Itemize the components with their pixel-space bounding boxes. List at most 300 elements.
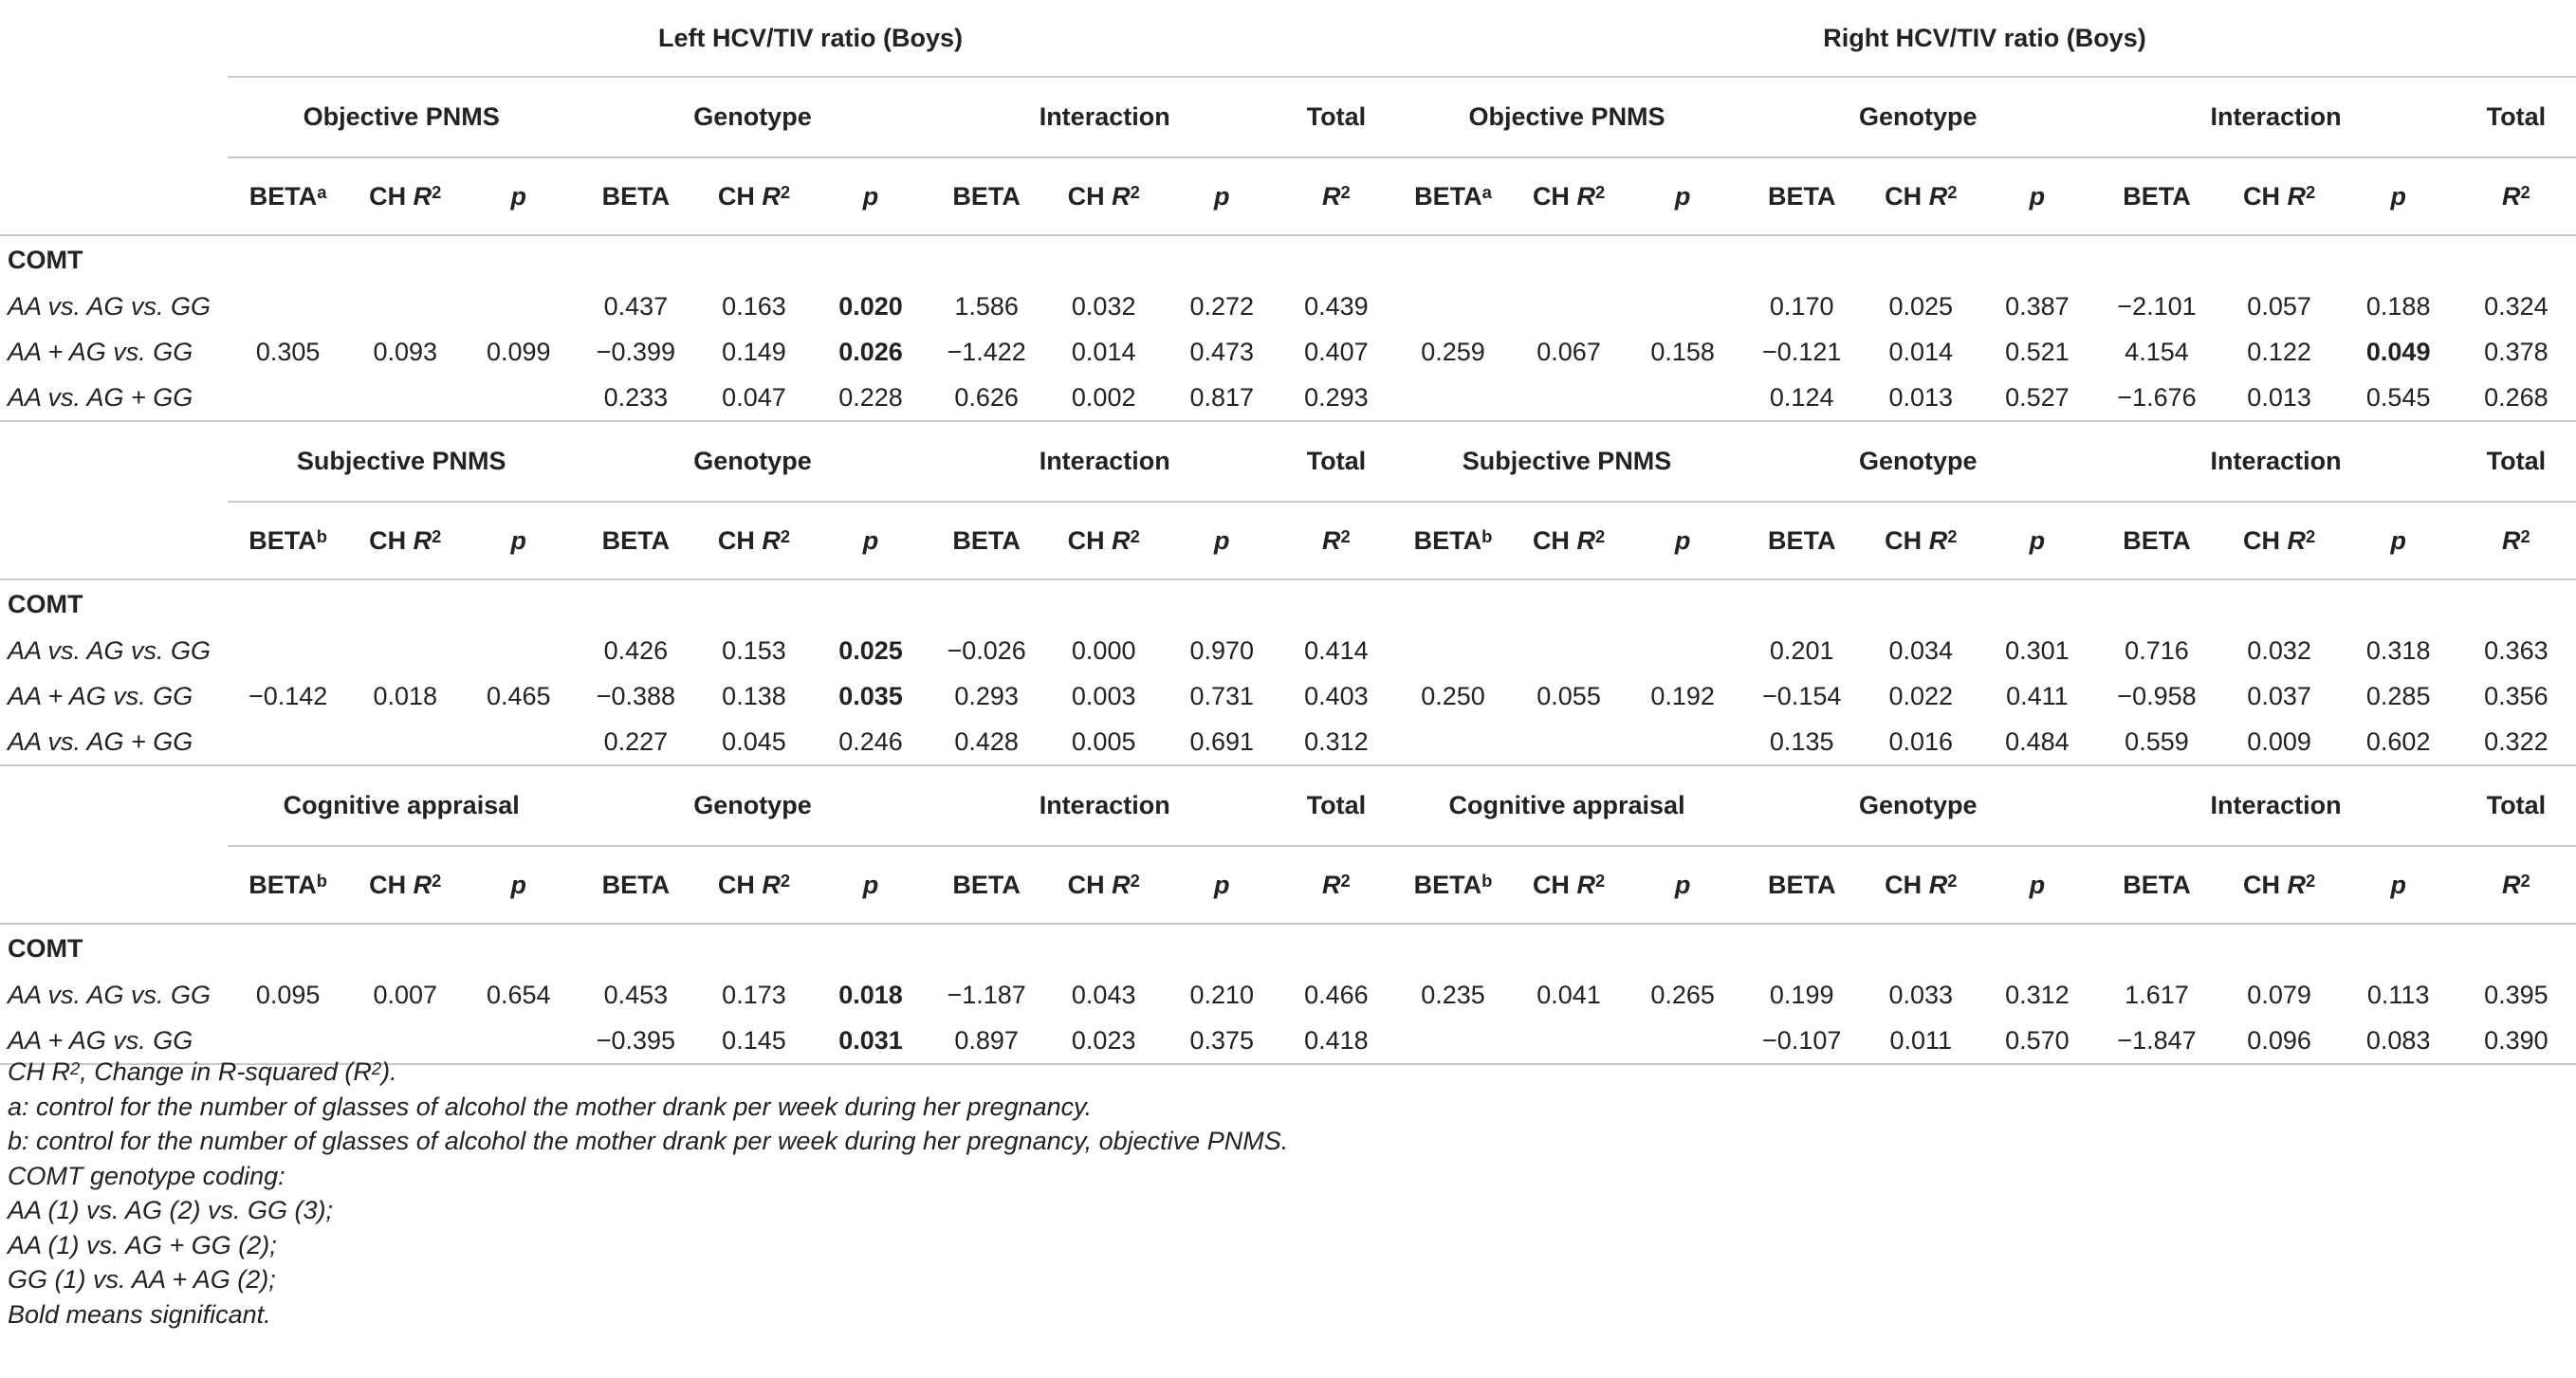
- right-total-header: Total: [2456, 765, 2576, 846]
- left-genotype-chr2-header-part-0: CH: [717, 525, 755, 555]
- right-r2-header: [2456, 846, 2576, 924]
- left-interaction-p-header-part-0: p: [1214, 870, 1230, 899]
- empty-cell: [1863, 235, 1978, 284]
- right-value-cell: 0.356: [2484, 681, 2548, 710]
- right-r2-header-part-1: 2: [2520, 526, 2530, 547]
- left-interaction-p-header: [1165, 157, 1279, 235]
- right-value-cell: 0.170: [1769, 291, 1834, 321]
- left-genotype-beta-header-part-0: BETA: [601, 870, 671, 899]
- empty-cell: [1165, 924, 1279, 972]
- right-chr2-header-part-2: 2: [1594, 182, 1606, 203]
- right-beta-header-part-1: b: [1481, 526, 1493, 547]
- gene-label: COMT: [8, 589, 83, 618]
- empty-cell: [0, 502, 228, 579]
- empty-cell: [348, 924, 462, 972]
- left-interaction-chr2-header-part-1: R: [1112, 181, 1131, 211]
- gene-label: COMT: [8, 933, 83, 963]
- table-row: [0, 375, 2576, 421]
- right-value-cell: 0.545: [2341, 375, 2456, 421]
- right-value-cell: 0.067: [1536, 337, 1601, 366]
- left-predictor-header: Objective PNMS: [228, 77, 575, 157]
- right-value-cell: [1393, 375, 1513, 421]
- left-genotype-beta-header: [575, 846, 696, 924]
- empty-cell: [2341, 924, 2456, 972]
- left-value-cell: 0.000: [1071, 635, 1136, 665]
- left-genotype-header: Genotype: [575, 421, 929, 502]
- left-interaction-chr2-header-part-0: CH: [1067, 525, 1105, 555]
- right-interaction-beta-header-part-0: BETA: [2123, 181, 2191, 211]
- empty-cell: [1165, 235, 1279, 284]
- empty-cell: [1625, 579, 1740, 628]
- left-interaction-header: Interaction: [930, 77, 1279, 157]
- right-beta-header-part-1: b: [1481, 871, 1493, 891]
- left-value-cell: [348, 375, 462, 421]
- left-r2-header-part-1: 2: [1340, 182, 1351, 203]
- empty-cell: [1513, 235, 1625, 284]
- right-interaction-beta-header: [2095, 846, 2217, 924]
- right-value-cell: [1513, 719, 1625, 765]
- right-interaction-chr2-header-part-0: CH: [2242, 870, 2280, 899]
- empty-cell: [2341, 235, 2456, 284]
- right-genotype-beta-header: [1740, 502, 1863, 579]
- empty-cell: [0, 421, 228, 502]
- left-value-cell: 0.138: [722, 681, 786, 710]
- right-beta-header-part-1: a: [1481, 182, 1492, 203]
- left-value-cell: 0.095: [255, 980, 321, 1009]
- left-value-cell: 0.437: [603, 291, 669, 321]
- footnote-bold-note: Bold means significant.: [8, 1299, 271, 1329]
- right-r2-header: [2456, 502, 2576, 579]
- right-r2-header-part-0: R: [2502, 525, 2521, 555]
- left-value-cell: 0.897: [930, 1018, 1043, 1064]
- left-r2-header-part-1: 2: [1340, 526, 1351, 547]
- right-r2-header: [2456, 157, 2576, 235]
- right-chr2-header-part-0: CH: [1532, 181, 1570, 211]
- empty-cell: [462, 924, 575, 972]
- right-chr2-header-part-1: R: [1576, 870, 1595, 899]
- right-value-cell: [1625, 719, 1740, 765]
- footnote-coding-3: GG (1) vs. AA + AG (2);: [8, 1265, 276, 1294]
- left-value-cell: 0.233: [575, 375, 696, 421]
- right-value-cell: 0.484: [1978, 719, 2095, 765]
- right-genotype-chr2-header-part-0: CH: [1885, 870, 1923, 899]
- left-value-cell: [462, 375, 575, 421]
- right-chr2-header-part-1: R: [1576, 181, 1595, 211]
- left-value-cell: 0.145: [696, 1018, 811, 1064]
- empty-cell: [2095, 924, 2217, 972]
- right-value-cell: 0.235: [1421, 980, 1485, 1009]
- empty-cell: [1279, 235, 1393, 284]
- empty-cell: [0, 77, 228, 157]
- right-value-cell: [1625, 284, 1740, 329]
- footnote-coding-title: COMT genotype coding:: [8, 1161, 285, 1190]
- right-value-cell: [1513, 628, 1625, 673]
- right-interaction-beta-header: [2095, 157, 2217, 235]
- empty-cell: [812, 579, 930, 628]
- empty-cell: [2218, 924, 2341, 972]
- empty-cell: [1863, 924, 1978, 972]
- left-value-cell: 0.626: [930, 375, 1043, 421]
- left-beta-header-part-0: BETA: [248, 181, 318, 211]
- left-genotype-p-header: [812, 502, 930, 579]
- empty-cell: [1279, 579, 1393, 628]
- left-value-cell: 0.428: [930, 719, 1043, 765]
- left-interaction-header: Interaction: [930, 765, 1279, 846]
- right-value-cell: 0.265: [1650, 980, 1715, 1009]
- left-value-cell: 0.025: [838, 635, 903, 665]
- table-row: [0, 719, 2576, 765]
- empty-cell: [1863, 579, 1978, 628]
- right-total-header: Total: [2456, 421, 2576, 502]
- left-value-cell: [462, 284, 575, 329]
- left-interaction-beta-header: [930, 846, 1043, 924]
- footnote-a: a: control for the number of glasses of alcohol the mother drank per week during her pregnancy.: [8, 1092, 1093, 1121]
- right-value-cell: [1513, 284, 1625, 329]
- left-r2-header: [1279, 502, 1393, 579]
- right-value-cell: 0.135: [1740, 719, 1863, 765]
- right-interaction-p-header-part-0: p: [2390, 870, 2406, 899]
- left-interaction-beta-header-part-0: BETA: [952, 181, 1021, 211]
- left-genotype-chr2-header-part-0: CH: [717, 870, 755, 899]
- gene-row: [0, 579, 2576, 628]
- left-r2-header-part-0: R: [1322, 525, 1341, 555]
- right-value-cell: 0.011: [1863, 1018, 1978, 1064]
- right-interaction-chr2-header: [2218, 502, 2341, 579]
- left-genotype-chr2-header-part-2: 2: [780, 526, 791, 547]
- left-chr2-header-part-2: 2: [432, 182, 442, 203]
- right-value-cell: 0.032: [2247, 635, 2311, 665]
- left-r2-header-part-0: R: [1322, 181, 1341, 211]
- left-value-cell: 0.453: [603, 980, 669, 1009]
- left-interaction-beta-header: [930, 502, 1043, 579]
- left-genotype-chr2-header-part-0: CH: [717, 181, 755, 211]
- left-value-cell: 0.032: [1071, 291, 1136, 321]
- left-r2-header-part-0: R: [1322, 870, 1341, 899]
- gene-row: [0, 924, 2576, 972]
- left-chr2-header-part-2: 2: [432, 526, 442, 547]
- right-beta-header: [1393, 502, 1513, 579]
- left-chr2-header: [348, 502, 462, 579]
- right-chr2-header-part-0: CH: [1532, 870, 1570, 899]
- left-beta-header-part-1: b: [316, 526, 328, 547]
- right-chr2-header-part-2: 2: [1594, 526, 1606, 547]
- right-interaction-chr2-header-part-0: CH: [2242, 525, 2280, 555]
- right-genotype-p-header: [1978, 846, 2095, 924]
- right-genotype-chr2-header-part-0: CH: [1885, 181, 1923, 211]
- left-value-cell: 0.293: [1279, 375, 1393, 421]
- right-genotype-p-header-part-0: p: [2029, 181, 2046, 211]
- table-row: [0, 284, 2576, 329]
- left-value-cell: 0.228: [812, 375, 930, 421]
- empty-cell: [0, 157, 228, 235]
- empty-cell: [696, 235, 811, 284]
- right-interaction-chr2-header: [2218, 157, 2341, 235]
- left-value-cell: [228, 375, 348, 421]
- left-value-cell: 0.465: [487, 681, 551, 710]
- right-value-cell: 0.049: [2365, 337, 2431, 366]
- title-row: [0, 0, 2576, 77]
- right-interaction-beta-header: [2095, 502, 2217, 579]
- right-value-cell: 0.312: [2005, 980, 2070, 1009]
- right-value-cell: 0.022: [1888, 681, 1954, 710]
- right-value-cell: 0.083: [2341, 1018, 2456, 1064]
- right-genotype-p-header-part-0: p: [2029, 525, 2046, 555]
- right-value-cell: [1393, 719, 1513, 765]
- left-interaction-chr2-header-part-2: 2: [1130, 526, 1140, 547]
- left-value-cell: −0.399: [596, 337, 676, 366]
- left-value-cell: 0.272: [1189, 291, 1255, 321]
- right-value-cell: 0.285: [2365, 681, 2431, 710]
- right-p-header-part-0: p: [1674, 525, 1691, 555]
- right-genotype-chr2-header-part-0: CH: [1885, 525, 1923, 555]
- right-value-cell: 0.041: [1536, 980, 1601, 1009]
- left-value-cell: 0.014: [1071, 337, 1136, 366]
- row-label: AA + AG vs. GG: [0, 1018, 228, 1064]
- left-chr2-header-part-1: R: [413, 870, 432, 899]
- right-value-cell: 0.527: [1978, 375, 2095, 421]
- empty-cell: [1625, 235, 1740, 284]
- empty-cell: [2456, 579, 2576, 628]
- left-value-cell: 0.031: [812, 1018, 930, 1064]
- left-value-cell: 0.407: [1304, 337, 1369, 366]
- row-label: AA vs. AG vs. GG: [8, 291, 212, 321]
- right-value-cell: 0.201: [1769, 635, 1834, 665]
- right-title: Right HCV/TIV ratio (Boys): [1393, 0, 2576, 77]
- right-interaction-p-header-part-0: p: [2390, 525, 2406, 555]
- empty-cell: [1279, 924, 1393, 972]
- empty-cell: [1043, 579, 1165, 628]
- right-value-cell: −0.107: [1740, 1018, 1863, 1064]
- right-value-cell: 0.250: [1421, 681, 1485, 710]
- left-genotype-chr2-header: [696, 157, 811, 235]
- left-value-cell: 0.023: [1043, 1018, 1165, 1064]
- left-interaction-p-header-part-0: p: [1214, 181, 1230, 211]
- left-interaction-p-header: [1165, 502, 1279, 579]
- row-label: AA vs. AG + GG: [0, 719, 228, 765]
- left-value-cell: 0.163: [722, 291, 786, 321]
- left-genotype-chr2-header-part-2: 2: [780, 182, 791, 203]
- left-value-cell: [228, 719, 348, 765]
- left-interaction-chr2-header-part-0: CH: [1067, 181, 1105, 211]
- left-beta-header-part-0: BETA: [248, 870, 317, 899]
- left-value-cell: 0.418: [1279, 1018, 1393, 1064]
- left-p-header-part-0: p: [510, 525, 527, 555]
- left-interaction-chr2-header-part-2: 2: [1130, 182, 1140, 203]
- left-value-cell: 0.099: [487, 337, 551, 366]
- empty-cell: [930, 924, 1043, 972]
- footnote-b: b: control for the number of glasses of alcohol the mother drank per week during her pregnancy, objective PNMS.: [8, 1127, 1289, 1155]
- empty-cell: [1513, 579, 1625, 628]
- right-value-cell: −0.154: [1762, 681, 1842, 710]
- left-value-cell: 0.173: [722, 980, 786, 1009]
- left-interaction-chr2-header: [1043, 502, 1165, 579]
- left-value-cell: [228, 628, 348, 673]
- left-interaction-beta-header: [930, 157, 1043, 235]
- left-interaction-chr2-header-part-1: R: [1112, 525, 1131, 555]
- right-interaction-p-header: [2341, 502, 2456, 579]
- left-genotype-header: Genotype: [575, 765, 929, 846]
- right-value-cell: 0.411: [2006, 681, 2069, 710]
- right-value-cell: 0.570: [1978, 1018, 2095, 1064]
- table-row: [0, 628, 2576, 673]
- empty-cell: [1978, 579, 2095, 628]
- group-header-row: [0, 421, 2576, 502]
- left-total-header: Total: [1279, 77, 1393, 157]
- left-genotype-beta-header: [575, 502, 696, 579]
- empty-cell: [228, 235, 348, 284]
- right-genotype-header: Genotype: [1740, 765, 2095, 846]
- left-chr2-header-part-1: R: [413, 181, 432, 211]
- left-value-cell: −0.388: [596, 681, 676, 710]
- right-value-cell: 0.122: [2247, 337, 2311, 366]
- left-genotype-beta-header: [575, 157, 696, 235]
- left-predictor-header: Cognitive appraisal: [228, 765, 575, 846]
- right-value-cell: [1513, 375, 1625, 421]
- left-value-cell: 0.731: [1189, 681, 1255, 710]
- empty-cell: [1393, 235, 1513, 284]
- left-interaction-chr2-header-part-1: R: [1112, 870, 1131, 899]
- empty-cell: [1740, 924, 1863, 972]
- right-value-cell: [1393, 1018, 1513, 1064]
- right-interaction-header: Interaction: [2095, 421, 2456, 502]
- left-value-cell: 0.093: [373, 337, 438, 366]
- empty-cell: [2456, 235, 2576, 284]
- left-value-cell: 0.018: [373, 681, 438, 710]
- right-genotype-header: Genotype: [1740, 77, 2095, 157]
- empty-cell: [0, 846, 228, 924]
- row-label: AA vs. AG vs. GG: [8, 635, 212, 665]
- right-interaction-chr2-header-part-2: 2: [2305, 182, 2316, 203]
- right-p-header: [1625, 846, 1740, 924]
- right-p-header: [1625, 157, 1740, 235]
- left-value-cell: 0.005: [1043, 719, 1165, 765]
- left-value-cell: 0.293: [954, 681, 1019, 710]
- left-genotype-p-header-part-0: p: [862, 525, 879, 555]
- right-value-cell: −2.101: [2117, 291, 2197, 321]
- right-interaction-chr2-header-part-2: 2: [2305, 526, 2316, 547]
- right-chr2-header-part-1: R: [1576, 525, 1595, 555]
- table-row: [0, 329, 2576, 375]
- right-value-cell: 0.013: [2218, 375, 2341, 421]
- left-value-cell: 0.970: [1189, 635, 1255, 665]
- left-value-cell: 0.227: [575, 719, 696, 765]
- left-p-header-part-0: p: [510, 181, 527, 211]
- left-genotype-p-header: [812, 157, 930, 235]
- footnote-coding-1: AA (1) vs. AG (2) vs. GG (3);: [8, 1196, 334, 1224]
- left-value-cell: [228, 284, 348, 329]
- empty-cell: [1978, 235, 2095, 284]
- empty-cell: [812, 235, 930, 284]
- left-value-cell: 0.007: [373, 980, 438, 1009]
- right-value-cell: 1.617: [2125, 980, 2189, 1009]
- left-chr2-header-part-0: CH: [369, 525, 407, 555]
- empty-cell: [1740, 579, 1863, 628]
- left-beta-header: [228, 846, 348, 924]
- right-interaction-beta-header-part-0: BETA: [2123, 525, 2191, 555]
- right-interaction-chr2-header-part-1: R: [2287, 181, 2306, 211]
- gene-row: [0, 235, 2576, 284]
- left-value-cell: 0.691: [1165, 719, 1279, 765]
- right-interaction-chr2-header-part-2: 2: [2305, 871, 2316, 891]
- right-value-cell: 0.322: [2456, 719, 2576, 765]
- left-total-header: Total: [1279, 421, 1393, 502]
- empty-cell: [1513, 924, 1625, 972]
- right-value-cell: 0.055: [1536, 681, 1601, 710]
- left-value-cell: 0.312: [1279, 719, 1393, 765]
- right-value-cell: −0.958: [2117, 681, 2197, 710]
- right-value-cell: 0.363: [2484, 635, 2548, 665]
- right-value-cell: 0.033: [1888, 980, 1954, 1009]
- empty-cell: [2095, 235, 2217, 284]
- gene-label: COMT: [8, 245, 83, 274]
- left-total-header: Total: [1279, 765, 1393, 846]
- left-value-cell: −1.187: [947, 980, 1026, 1009]
- right-interaction-header: Interaction: [2095, 77, 2456, 157]
- left-value-cell: 0.246: [812, 719, 930, 765]
- left-chr2-header-part-0: CH: [369, 181, 407, 211]
- right-value-cell: −1.847: [2095, 1018, 2217, 1064]
- right-value-cell: 0.188: [2365, 291, 2431, 321]
- right-beta-header: [1393, 157, 1513, 235]
- right-interaction-chr2-header: [2218, 846, 2341, 924]
- right-chr2-header: [1513, 846, 1625, 924]
- right-value-cell: [1625, 628, 1740, 673]
- right-value-cell: 0.113: [2366, 980, 2430, 1009]
- right-genotype-beta-header-part-0: BETA: [1767, 181, 1836, 211]
- left-beta-header: [228, 502, 348, 579]
- footnote-ch-definition: CH $R^2$, Change in R-squared $(R^2)$.: [8, 1057, 397, 1086]
- left-genotype-p-header: [812, 846, 930, 924]
- right-genotype-chr2-header-part-2: 2: [1947, 182, 1958, 203]
- empty-cell: [1393, 579, 1513, 628]
- right-r2-header-part-0: R: [2502, 181, 2521, 211]
- left-chr2-header: [348, 846, 462, 924]
- empty-cell: [0, 765, 228, 846]
- column-header-row: [0, 157, 2576, 235]
- right-genotype-chr2-header-part-1: R: [1928, 525, 1948, 555]
- right-beta-header: [1393, 846, 1513, 924]
- left-value-cell: [348, 719, 462, 765]
- right-value-cell: 0.124: [1740, 375, 1863, 421]
- right-value-cell: −0.121: [1762, 337, 1842, 366]
- right-genotype-chr2-header-part-1: R: [1928, 181, 1948, 211]
- right-r2-header-part-0: R: [2502, 870, 2521, 899]
- right-chr2-header: [1513, 157, 1625, 235]
- left-value-cell: −0.026: [947, 635, 1026, 665]
- left-p-header: [462, 846, 575, 924]
- right-value-cell: 0.559: [2095, 719, 2217, 765]
- left-genotype-beta-header-part-0: BETA: [601, 525, 671, 555]
- left-value-cell: 0.305: [255, 337, 321, 366]
- left-value-cell: 0.018: [838, 980, 903, 1009]
- left-value-cell: 0.473: [1189, 337, 1255, 366]
- right-value-cell: 4.154: [2125, 337, 2189, 366]
- row-label: AA + AG vs. GG: [8, 337, 193, 366]
- right-value-cell: 0.390: [2456, 1018, 2576, 1064]
- left-genotype-chr2-header: [696, 502, 811, 579]
- left-genotype-chr2-header-part-2: 2: [780, 871, 791, 891]
- empty-cell: [2456, 924, 2576, 972]
- right-value-cell: 0.096: [2218, 1018, 2341, 1064]
- left-value-cell: 0.414: [1304, 635, 1369, 665]
- empty-cell: [1043, 924, 1165, 972]
- left-genotype-chr2-header-part-1: R: [762, 870, 781, 899]
- right-value-cell: 0.192: [1650, 681, 1715, 710]
- right-chr2-header: [1513, 502, 1625, 579]
- right-value-cell: [1393, 628, 1513, 673]
- right-value-cell: 0.013: [1863, 375, 1978, 421]
- left-interaction-chr2-header: [1043, 157, 1165, 235]
